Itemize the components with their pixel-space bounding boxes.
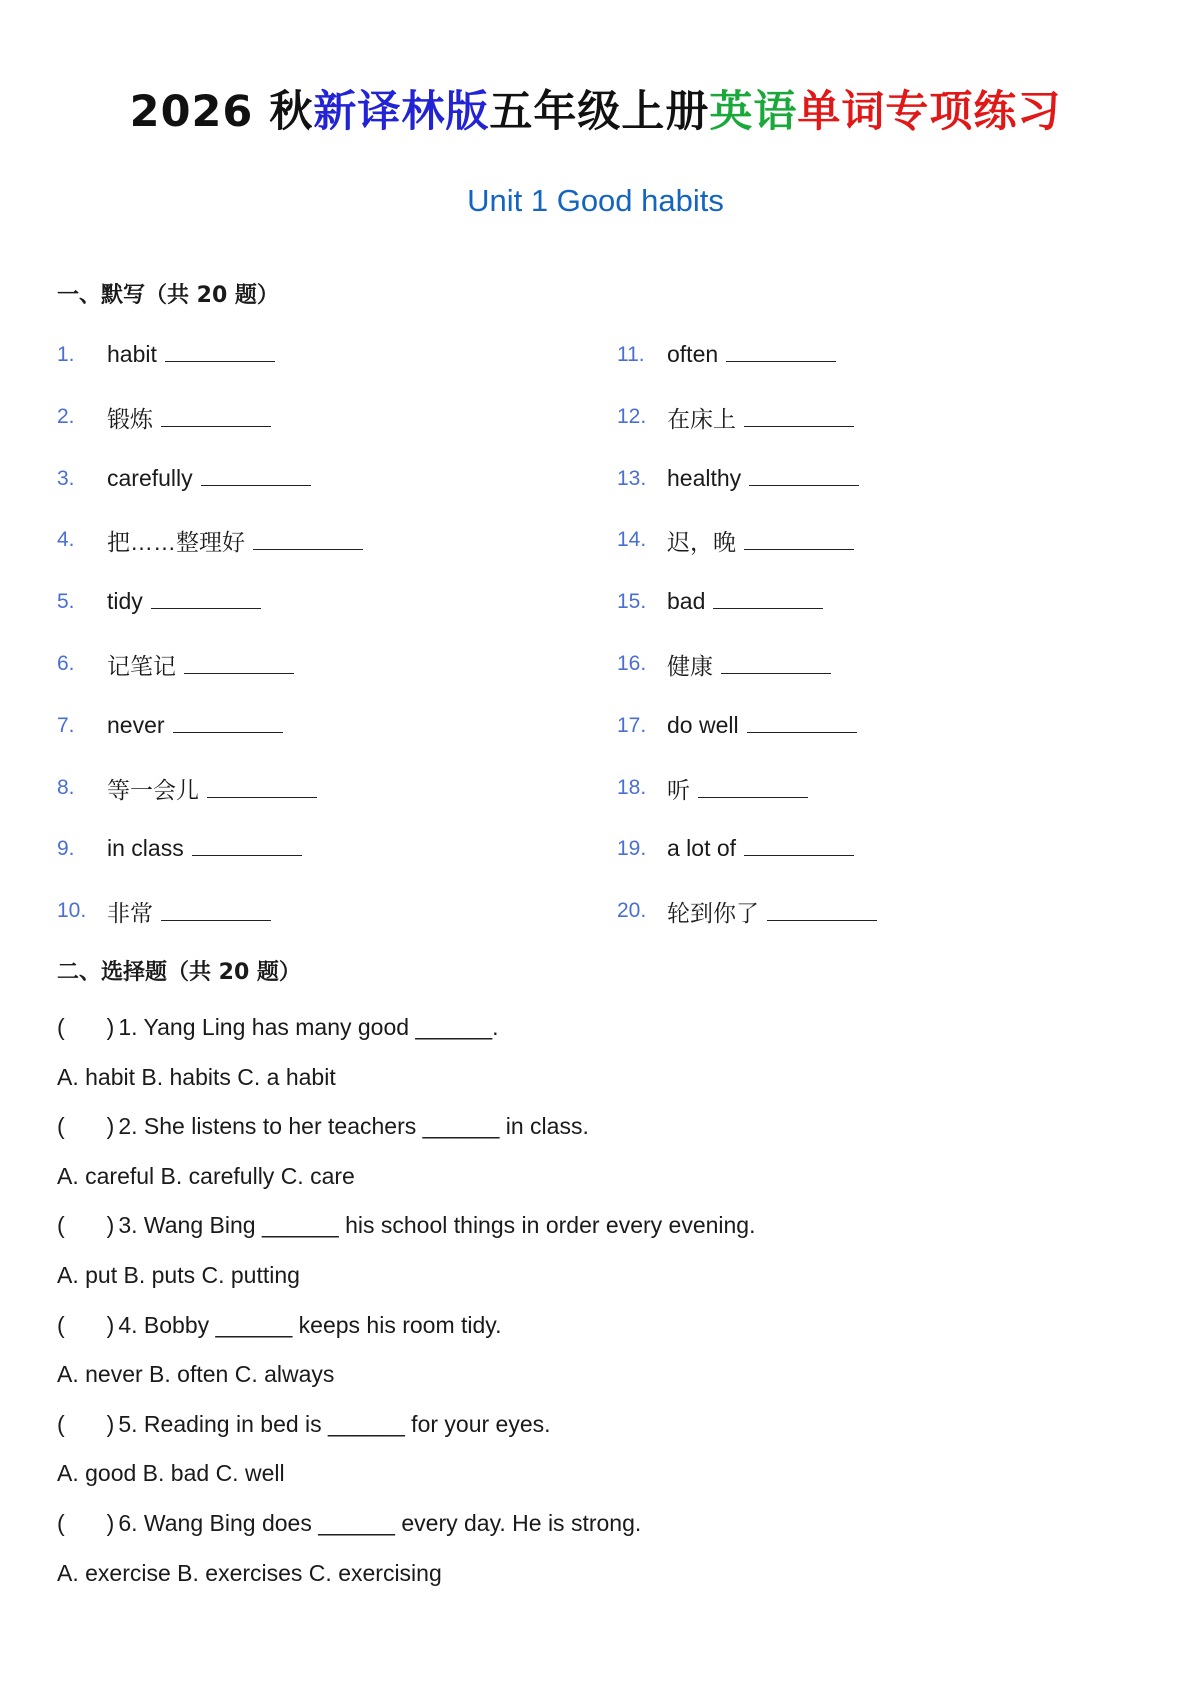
answer-blank[interactable]: [749, 463, 859, 486]
answer-blank[interactable]: [744, 527, 854, 550]
unit-subtitle: Unit 1 Good habits: [467, 183, 724, 218]
dictation-item-text: 记笔记: [107, 653, 176, 679]
title-edition: 新译林版: [313, 87, 490, 137]
section2-heading: 二、选择题（共 20 题）: [57, 960, 301, 985]
title-topic: 单词专项练习: [797, 87, 1062, 137]
dictation-item-number: 9.: [57, 837, 75, 860]
dictation-item-prompt: [107, 648, 294, 681]
dictation-item-text: do well: [667, 712, 739, 738]
dictation-item-number: 11.: [617, 343, 645, 366]
answer-blank[interactable]: [744, 404, 854, 427]
dictation-item-prompt: [667, 833, 854, 862]
dictation-item-prompt: [667, 648, 831, 681]
dictation-item-text: 听: [667, 777, 690, 803]
question-text: 1. Yang Ling has many good ______.: [118, 1014, 499, 1040]
dictation-item-number: 8.: [57, 776, 75, 799]
dictation-item-prompt: [107, 710, 283, 739]
question-text: 5. Reading in bed is ______ for your eyes.: [118, 1411, 551, 1437]
dictation-item-number: 5.: [57, 590, 75, 613]
dictation-item-prompt: [107, 895, 271, 928]
dictation-item-text: 把……整理好: [107, 529, 245, 555]
dictation-item-prompt: [107, 586, 261, 615]
answer-paren-close: ): [106, 1212, 115, 1238]
dictation-item-number: 12.: [617, 405, 647, 428]
page-title: [0, 78, 1191, 139]
answer-blank[interactable]: [253, 527, 363, 550]
dictation-item-prompt: [667, 524, 854, 557]
answer-paren-close: ): [106, 1113, 115, 1139]
question-text: 3. Wang Bing ______ his school things in order every evening.: [118, 1212, 756, 1238]
dictation-item-prompt: [107, 339, 275, 368]
answer-blank[interactable]: [201, 463, 311, 486]
question-options: A. good B. bad C. well: [57, 1460, 285, 1486]
question-options: A. never B. often C. always: [57, 1361, 335, 1387]
dictation-item-prompt: [667, 339, 836, 368]
answer-blank[interactable]: [744, 833, 854, 856]
title-year: 2026 秋: [129, 87, 314, 137]
dictation-item-text: healthy: [667, 465, 742, 491]
answer-blank[interactable]: [173, 710, 283, 733]
section1-heading: 一、默写（共 20 题）: [57, 283, 279, 308]
answer-paren-open: (: [57, 1510, 65, 1536]
dictation-item-number: 20.: [617, 899, 647, 922]
dictation-item-number: 2.: [57, 405, 75, 428]
dictation-item-text: bad: [667, 588, 706, 614]
answer-paren-close: ): [106, 1411, 115, 1437]
dictation-item-number: 19.: [617, 837, 647, 860]
dictation-item-number: 14.: [617, 528, 647, 551]
dictation-item-prompt: [667, 895, 877, 928]
dictation-item-number: 6.: [57, 652, 75, 675]
answer-paren-open: (: [57, 1312, 65, 1338]
dictation-item-text: in class: [107, 835, 184, 861]
dictation-item-prompt: [667, 463, 859, 492]
title-grade: 五年级上册: [489, 87, 710, 137]
dictation-item-number: 17.: [617, 714, 647, 737]
answer-paren-open: (: [57, 1411, 65, 1437]
dictation-item-number: 15.: [617, 590, 647, 613]
answer-paren-open: (: [57, 1014, 65, 1040]
answer-blank[interactable]: [184, 651, 294, 674]
dictation-item-prompt: [107, 772, 317, 805]
answer-blank[interactable]: [165, 339, 275, 362]
dictation-item-text: never: [107, 712, 165, 738]
dictation-item-text: 健康: [667, 653, 713, 679]
dictation-item-prompt: [667, 710, 857, 739]
dictation-item-text: 轮到你了: [667, 900, 759, 926]
answer-paren-close: ): [106, 1510, 115, 1536]
dictation-item-number: 3.: [57, 467, 75, 490]
answer-blank[interactable]: [767, 898, 877, 921]
dictation-item-text: 锻炼: [107, 406, 153, 432]
answer-paren-open: (: [57, 1212, 65, 1238]
answer-blank[interactable]: [726, 339, 836, 362]
answer-blank[interactable]: [721, 651, 831, 674]
answer-blank[interactable]: [207, 775, 317, 798]
dictation-item-prompt: [107, 524, 363, 557]
dictation-item-prompt: [107, 463, 311, 492]
dictation-item-text: 非常: [107, 900, 153, 926]
answer-paren-close: ): [106, 1014, 115, 1040]
question-options: A. careful B. carefully C. care: [57, 1163, 355, 1189]
dictation-item-number: 13.: [617, 467, 647, 490]
question-line: [57, 1510, 641, 1537]
dictation-item-text: tidy: [107, 588, 143, 614]
answer-blank[interactable]: [698, 775, 808, 798]
title-subject: 英语: [709, 87, 798, 137]
dictation-item-text: carefully: [107, 465, 193, 491]
dictation-item-text: a lot of: [667, 835, 737, 861]
question-text: 6. Wang Bing does ______ every day. He is strong.: [118, 1510, 642, 1536]
question-line: [57, 1411, 551, 1438]
dictation-item-text: 迟，晚: [667, 529, 736, 555]
answer-blank[interactable]: [161, 404, 271, 427]
question-line: [57, 1113, 589, 1140]
dictation-item-text: 等一会儿: [107, 777, 199, 803]
question-options: A. habit B. habits C. a habit: [57, 1064, 336, 1090]
question-line: [57, 1212, 756, 1239]
question-line: [57, 1014, 499, 1041]
question-text: 2. She listens to her teachers ______ in class.: [118, 1113, 589, 1139]
dictation-item-prompt: [667, 401, 854, 434]
answer-blank[interactable]: [713, 586, 823, 609]
question-text: 4. Bobby ______ keeps his room tidy.: [118, 1312, 502, 1338]
dictation-item-prompt: [667, 772, 808, 805]
answer-paren-close: ): [106, 1312, 115, 1338]
dictation-item-prompt: [667, 586, 823, 615]
answer-blank[interactable]: [151, 586, 261, 609]
question-options: A. exercise B. exercises C. exercising: [57, 1560, 442, 1586]
dictation-item-number: 4.: [57, 528, 75, 551]
dictation-item-number: 1.: [57, 343, 75, 366]
dictation-item-text: often: [667, 341, 719, 367]
dictation-item-number: 18.: [617, 776, 647, 799]
dictation-item-number: 7.: [57, 714, 75, 737]
answer-blank[interactable]: [161, 898, 271, 921]
dictation-item-number: 16.: [617, 652, 647, 675]
dictation-item-text: 在床上: [667, 406, 736, 432]
dictation-item-prompt: [107, 833, 302, 862]
answer-paren-open: (: [57, 1113, 65, 1139]
question-options: A. put B. puts C. putting: [57, 1262, 300, 1288]
answer-blank[interactable]: [747, 710, 857, 733]
dictation-item-prompt: [107, 401, 271, 434]
answer-blank[interactable]: [192, 833, 302, 856]
dictation-item-number: 10.: [57, 899, 87, 922]
dictation-item-text: habit: [107, 341, 157, 367]
question-line: [57, 1312, 501, 1339]
